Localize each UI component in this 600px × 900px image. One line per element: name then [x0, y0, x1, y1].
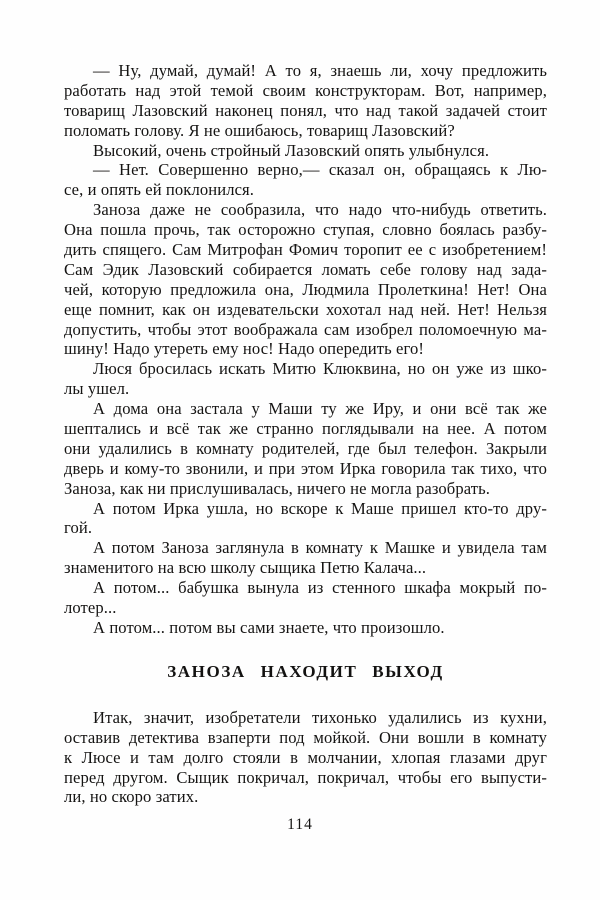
text-line: А потом Заноза заглянула в комнату к Машке и увидела там [93, 538, 547, 558]
text-line: А дома она застала у Маши ту же Иру, и они всё так же [93, 399, 547, 419]
text-line: Заноза, как ни прислушивалась, ничего не могла разобрать. [64, 478, 491, 498]
text-line: Люся бросилась искать Митю Клюквина, но он уже из шко- [93, 359, 547, 379]
text-line: А потом Ирка ушла, но вскоре к Маше пришел кто-то дру- [93, 498, 547, 518]
text-line: — Нет. Совершенно верно,— сказал он, обращаясь к Лю- [93, 160, 547, 180]
text-line: Она пошла прочь, так осторожно ступая, словно боялась разбу- [64, 220, 547, 240]
text-line: чей, которую предложила она, Людмила Пролеткина! Нет! Она [64, 279, 547, 299]
text-line: они удалились в комнату родителей, где был телефон. Закрыли [64, 438, 547, 458]
text-line: лотер... [64, 598, 117, 618]
text-line: оставив детектива взаперти под мойкой. Они вошли в комнату [64, 727, 547, 747]
text-column [64, 61, 547, 807]
text-line: шину! Надо утереть ему нос! Надо опередить его! [64, 339, 425, 359]
text-line: допустить, чтобы этот воображала сам изобрел поломоечную ма- [64, 319, 547, 339]
text-line: Заноза даже не сообразила, что надо что-нибудь ответить. [93, 200, 547, 220]
text-line: работать над этой темой своим конструкторам. Вот, например, [64, 80, 547, 100]
page-number: 114 [287, 816, 313, 833]
text-line: А потом... потом вы сами знаете, что произошло. [93, 617, 445, 637]
text-line: еще помнит, как он издевательски хохотал над ней. Нет! Нельзя [64, 299, 547, 319]
text-line: лы ушел. [64, 379, 130, 399]
text-line: Итак, значит, изобретатели тихонько удалились из кухни, [93, 707, 547, 727]
text-line: шептались и всё так же странно поглядывали на нее. А потом [64, 419, 547, 439]
text-line: се, и опять ей поклонился. [64, 180, 255, 200]
text-line: знаменитого на всю школу сыщика Петю Калача... [64, 558, 427, 578]
text-line: дить спящего. Сам Митрофан Фомич торопит ее с изобретением! [64, 240, 547, 260]
text-line: А потом... бабушка вынула из стенного шкафа мокрый по- [93, 578, 547, 598]
text-line: ли, но скоро затих. [64, 787, 199, 807]
text-line: Сам Эдик Лазовский собирается ломать себе голову над зада- [64, 259, 547, 279]
text-line: перед другом. Сыщик покричал, покричал, чтобы его выпусти- [64, 767, 547, 787]
section-heading: ЗАНОЗА НАХОДИТ ВЫХОД [167, 661, 444, 681]
text-line: к Люсе и там долго стояли в молчании, хлопая глазами друг [64, 747, 547, 767]
text-line: — Ну, думай, думай! А то я, знаешь ли, хочу предложить [93, 61, 547, 80]
text-line: дверь и кому-то звонили, и при этом Ирка говорила так тихо, что [64, 458, 547, 478]
text-line: Высокий, очень стройный Лазовский опять улыбнулся. [93, 140, 490, 160]
text-line: товарищ Лазовский наконец понял, что над такой задачей стоит [64, 100, 547, 120]
text-line: гой. [64, 518, 93, 538]
text-line: поломать голову. Я не ошибаюсь, товарищ Лазовский? [64, 120, 455, 140]
